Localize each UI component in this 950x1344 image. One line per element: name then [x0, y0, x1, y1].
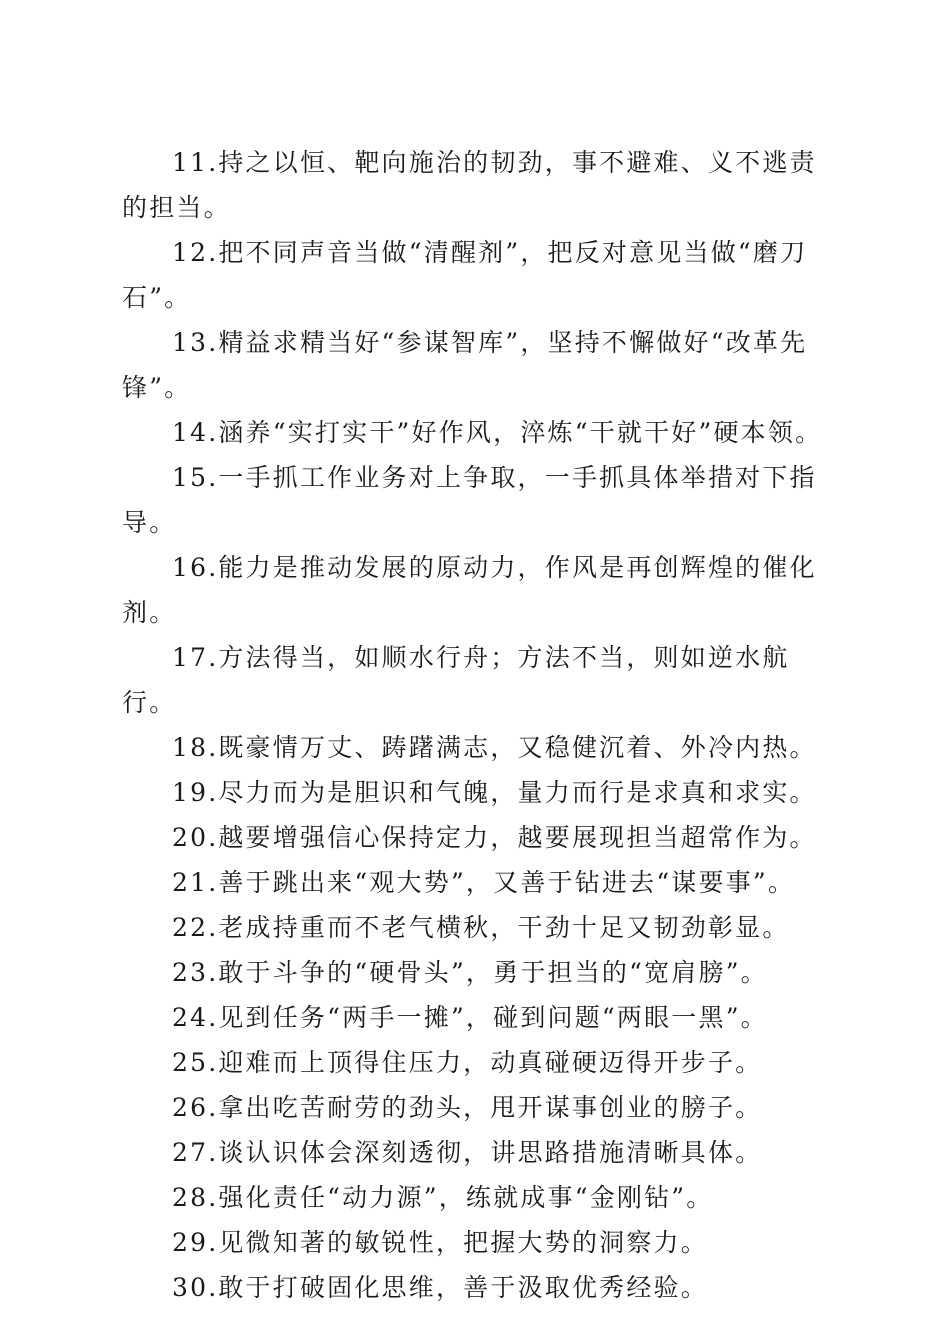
item-number: 29.	[172, 1228, 219, 1257]
item-number: 19.	[172, 778, 219, 807]
item-text: 涵养“实打实干”好作风，淬炼“干就干好”硬本领。	[218, 418, 823, 447]
item-number: 28.	[172, 1183, 219, 1212]
item-text: 持之以恒、靶向施治的韧劲，事不避难、义不逃责的担当。	[122, 148, 817, 222]
list-item	[122, 905, 827, 950]
item-text: 精益求精当好“参谋智库”，坚持不懈做好“改革先锋”。	[122, 328, 808, 402]
item-number: 15.	[172, 463, 219, 492]
list-item	[122, 230, 827, 320]
list-item	[122, 860, 827, 905]
item-number: 21.	[172, 868, 219, 897]
list-item	[122, 770, 827, 815]
item-text: 把不同声音当做“清醒剂”，把反对意见当做“磨刀石”。	[122, 238, 808, 312]
list-item	[122, 1265, 827, 1310]
item-text: 善于跳出来“观大势”，又善于钻进去“谋要事”。	[218, 868, 796, 897]
item-number: 11.	[172, 148, 219, 177]
list-item	[122, 1040, 827, 1085]
item-text: 越要增强信心保持定力，越要展现担当超常作为。	[218, 823, 817, 852]
item-number: 18.	[172, 733, 219, 762]
item-text: 一手抓工作业务对上争取，一手抓具体举措对下指导。	[122, 463, 817, 537]
item-number: 12.	[172, 238, 219, 267]
list-item	[122, 815, 827, 860]
item-number: 22.	[172, 913, 219, 942]
list-item	[122, 725, 827, 770]
item-text: 敢于斗争的“硬骨头”，勇于担当的“宽肩膀”。	[218, 958, 768, 987]
list-item	[122, 545, 827, 635]
list-item	[122, 320, 827, 410]
item-text: 敢于打破固化思维，善于汲取优秀经验。	[218, 1273, 708, 1302]
item-text: 谈认识体会深刻透彻，讲思路措施清晰具体。	[218, 1138, 763, 1167]
item-number: 17.	[172, 643, 219, 672]
item-text: 能力是推动发展的原动力，作风是再创辉煌的催化剂。	[122, 553, 817, 627]
item-text: 拿出吃苦耐劳的劲头，甩开谋事创业的膀子。	[218, 1093, 763, 1122]
item-number: 26.	[172, 1093, 219, 1122]
item-text: 老成持重而不老气横秋，干劲十足又韧劲彰显。	[218, 913, 790, 942]
list-item	[122, 1175, 827, 1220]
item-text: 见到任务“两手一摊”，碰到问题“两眼一黑”。	[218, 1003, 768, 1032]
list-item	[122, 1220, 827, 1265]
item-text: 迎难而上顶得住压力，动真碰硬迈得开步子。	[218, 1048, 763, 1077]
item-number: 30.	[172, 1273, 219, 1302]
list-item	[122, 635, 827, 725]
item-number: 20.	[172, 823, 219, 852]
item-text: 尽力而为是胆识和气魄，量力而行是求真和求实。	[218, 778, 817, 807]
item-number: 13.	[172, 328, 219, 357]
item-number: 23.	[172, 958, 219, 987]
item-number: 16.	[172, 553, 219, 582]
item-text: 强化责任“动力源”，练就成事“金刚钻”。	[218, 1183, 714, 1212]
phrase-list	[122, 140, 827, 1310]
list-item	[122, 1085, 827, 1130]
item-number: 14.	[172, 418, 219, 447]
list-item	[122, 455, 827, 545]
item-number: 24.	[172, 1003, 219, 1032]
item-number: 27.	[172, 1138, 219, 1167]
list-item	[122, 410, 827, 455]
item-text: 既豪情万丈、踌躇满志，又稳健沉着、外冷内热。	[218, 733, 817, 762]
item-text: 方法得当，如顺水行舟；方法不当，则如逆水航行。	[122, 643, 790, 717]
list-item	[122, 995, 827, 1040]
list-item	[122, 950, 827, 995]
item-number: 25.	[172, 1048, 219, 1077]
list-item	[122, 1130, 827, 1175]
item-text: 见微知著的敏锐性，把握大势的洞察力。	[218, 1228, 708, 1257]
list-item	[122, 140, 827, 230]
